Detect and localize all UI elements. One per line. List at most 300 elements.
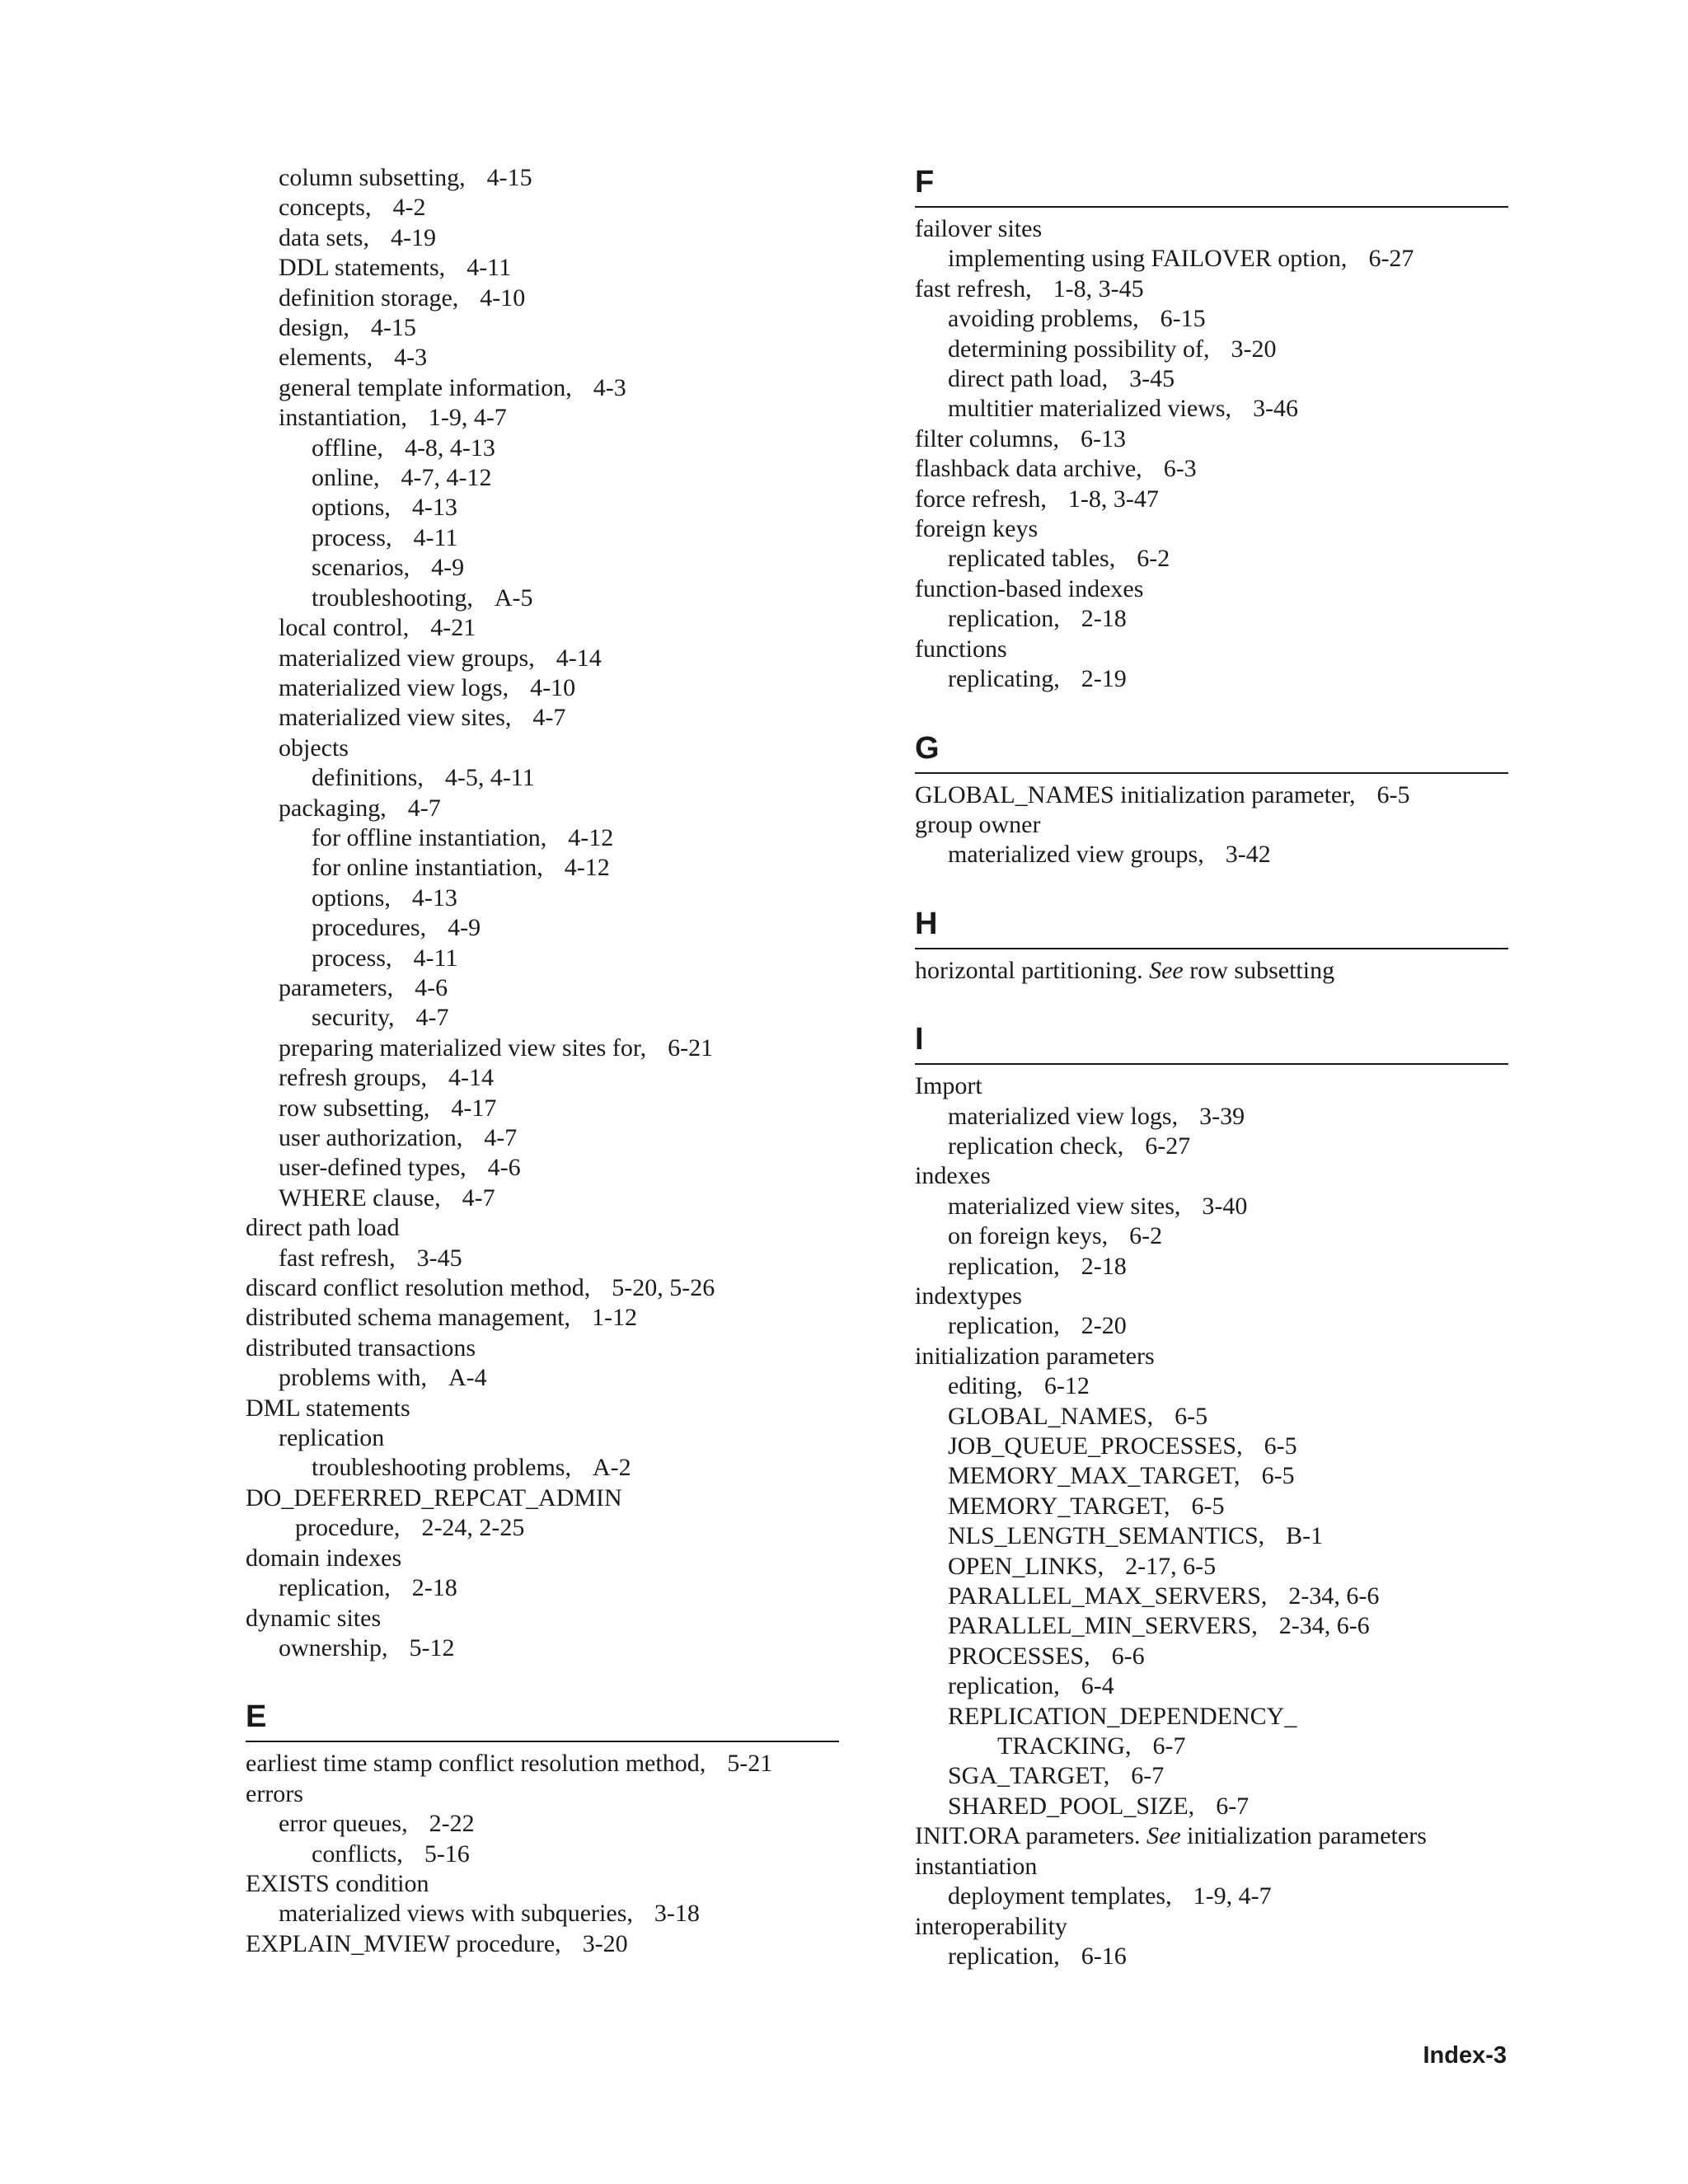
index-term: replication, <box>948 1252 1060 1280</box>
index-term: replication, <box>279 1574 391 1602</box>
page-reference: 4-6 <box>487 1154 521 1182</box>
index-entry <box>246 1840 839 1869</box>
page-reference: 2-17, 6-5 <box>1125 1552 1217 1580</box>
index-term: NLS_LENGTH_SEMANTICS, <box>948 1522 1265 1550</box>
index-term: indextypes <box>915 1282 1022 1310</box>
index-term: GLOBAL_NAMES initialization parameter, <box>915 780 1356 808</box>
page-reference: 4-17 <box>451 1094 497 1122</box>
index-entry <box>915 635 1508 664</box>
page-reference: 4-15 <box>370 314 416 342</box>
index-term: EXPLAIN_MVIEW procedure, <box>246 1929 561 1957</box>
index-term: procedures, <box>312 914 427 942</box>
page-reference: 6-5 <box>1191 1492 1225 1520</box>
index-term: group owner <box>915 810 1041 838</box>
index-entry <box>915 1912 1508 1942</box>
index-term: SHARED_POOL_SIZE, <box>948 1792 1195 1820</box>
index-term: for offline instantiation, <box>312 823 547 851</box>
index-entry <box>246 1033 839 1063</box>
page-reference: 4-12 <box>564 854 610 882</box>
index-entry <box>915 394 1508 424</box>
index-entry <box>246 1573 839 1603</box>
page-reference: 1-8, 3-47 <box>1067 485 1159 513</box>
index-entry <box>246 1363 839 1393</box>
index-term: filter columns, <box>915 424 1059 452</box>
index-term: fast refresh, <box>279 1244 396 1272</box>
page-reference: 4-10 <box>480 284 526 312</box>
index-entry <box>246 463 839 493</box>
index-entry <box>915 956 1508 986</box>
page-reference: 3-18 <box>654 1900 700 1928</box>
page-reference: 1-8, 3-45 <box>1053 274 1144 302</box>
index-entry <box>246 733 839 763</box>
page-reference: 6-7 <box>1131 1762 1165 1790</box>
index-term: materialized view sites, <box>279 704 512 732</box>
index-term: user authorization, <box>279 1124 463 1151</box>
index-entry <box>246 193 839 223</box>
index-entry <box>246 1779 839 1809</box>
index-term: data sets, <box>279 223 369 251</box>
index-entry <box>915 1282 1508 1311</box>
index-term: errors <box>246 1779 303 1807</box>
page-reference: 2-34, 6-6 <box>1278 1612 1370 1640</box>
index-entry <box>915 1102 1508 1132</box>
section-heading: H <box>915 905 1508 949</box>
page-footer-label: Index-3 <box>1423 2042 1507 2069</box>
index-term: troubleshooting problems, <box>312 1454 571 1482</box>
index-entry <box>915 424 1508 454</box>
index-entry <box>915 1821 1508 1851</box>
page-reference: 2-18 <box>1081 605 1127 633</box>
page-reference: 6-5 <box>1376 780 1410 808</box>
index-entry <box>915 454 1508 484</box>
index-term: deployment templates, <box>948 1882 1172 1910</box>
index-entry <box>246 1899 839 1929</box>
index-term: replication, <box>948 1942 1060 1970</box>
page-reference: 2-24, 2-25 <box>421 1514 525 1542</box>
page-reference: 4-14 <box>556 644 602 672</box>
index-term: determining possibility of, <box>948 335 1210 363</box>
index-term: materialized view groups, <box>279 644 535 672</box>
index-term: materialized view sites, <box>948 1192 1181 1220</box>
index-term: general template information, <box>279 373 572 401</box>
index-entry <box>246 1869 839 1899</box>
index-term: avoiding problems, <box>948 305 1139 333</box>
index-term: parameters, <box>279 973 394 1001</box>
index-term: TRACKING, <box>997 1732 1132 1760</box>
page-reference: 2-20 <box>1081 1312 1127 1340</box>
page-reference: 4-11 <box>413 944 458 972</box>
index-entry <box>246 913 839 943</box>
page-reference: 4-11 <box>467 254 512 282</box>
page-reference: 5-20, 5-26 <box>612 1274 715 1302</box>
page-reference: 3-45 <box>416 1244 462 1272</box>
page-reference: 4-5, 4-11 <box>444 764 535 792</box>
index-entry <box>246 1483 839 1513</box>
index-term: process, <box>312 523 392 551</box>
see-reference: See <box>1149 956 1184 984</box>
index-term: functions <box>915 635 1007 663</box>
page-reference: 2-22 <box>429 1810 475 1838</box>
index-entry <box>915 1192 1508 1221</box>
index-entry <box>915 664 1508 694</box>
page-reference: 4-9 <box>431 554 465 582</box>
index-term: online, <box>312 464 380 492</box>
index-entry <box>246 583 839 613</box>
index-entry <box>246 883 839 913</box>
page-reference: 4-21 <box>430 614 476 642</box>
index-term: instantiation, <box>279 404 407 432</box>
index-term: materialized view groups, <box>948 841 1204 869</box>
section-heading: G <box>915 729 1508 774</box>
page-reference: 6-2 <box>1129 1222 1163 1250</box>
index-entry <box>246 1513 839 1543</box>
index-entry <box>246 1333 839 1363</box>
index-term: DO_DEFERRED_REPCAT_ADMIN <box>246 1483 622 1511</box>
index-term: JOB_QUEUE_PROCESSES, <box>948 1432 1243 1460</box>
index-term: offline, <box>312 434 383 462</box>
index-entry <box>246 1244 839 1273</box>
page-reference: 6-21 <box>668 1033 714 1062</box>
index-term: replication, <box>948 1672 1060 1700</box>
index-term: GLOBAL_NAMES, <box>948 1402 1154 1430</box>
index-entry <box>246 1749 839 1779</box>
page-reference: 6-6 <box>1111 1642 1145 1670</box>
index-term: troubleshooting, <box>312 583 473 612</box>
index-entry <box>246 1604 839 1633</box>
index-entry <box>246 673 839 703</box>
index-entry <box>246 823 839 853</box>
index-term: process, <box>312 944 392 972</box>
index-term: domain indexes <box>246 1544 402 1572</box>
page-reference: 6-5 <box>1261 1462 1295 1490</box>
index-entry <box>915 1371 1508 1401</box>
page-reference: 6-5 <box>1264 1432 1297 1460</box>
index-term: direct path load <box>246 1214 400 1242</box>
page-reference: 1-9, 4-7 <box>1193 1882 1272 1910</box>
index-term: Import <box>915 1072 982 1100</box>
index-entry <box>246 1929 839 1959</box>
index-term: function-based indexes <box>915 574 1144 602</box>
index-term: fast refresh, <box>915 274 1032 302</box>
page-reference: A-5 <box>494 583 533 612</box>
index-entry <box>246 1183 839 1213</box>
index-entry <box>246 703 839 733</box>
index-term: indexes <box>915 1162 991 1190</box>
index-term: force refresh, <box>915 485 1047 513</box>
index-entry <box>915 1492 1508 1521</box>
index-term: replicating, <box>948 665 1060 693</box>
page-reference: 4-8, 4-13 <box>404 434 495 462</box>
page-reference: 3-39 <box>1199 1102 1245 1130</box>
page-reference: 4-14 <box>448 1064 494 1092</box>
section-heading: I <box>915 1020 1508 1065</box>
index-term: instantiation <box>915 1852 1038 1880</box>
index-entry <box>915 1221 1508 1251</box>
page-reference: 6-27 <box>1145 1132 1191 1160</box>
index-entry <box>915 810 1508 840</box>
index-term: security, <box>312 1004 395 1032</box>
index-entry <box>246 163 839 193</box>
index-column-left <box>246 163 839 1959</box>
page-reference: 3-20 <box>1231 335 1277 363</box>
index-term: discard conflict resolution method, <box>246 1274 591 1302</box>
index-entry <box>915 840 1508 869</box>
index-term: REPLICATION_DEPENDENCY_ <box>948 1702 1297 1730</box>
index-entry <box>915 1882 1508 1911</box>
see-reference: See <box>1146 1822 1181 1850</box>
page-reference: 5-21 <box>727 1750 773 1778</box>
index-entry <box>915 1671 1508 1701</box>
index-entry <box>915 274 1508 304</box>
page-reference: 4-7 <box>532 704 566 732</box>
page-reference: B-1 <box>1286 1522 1324 1550</box>
page-reference: 4-3 <box>394 344 428 372</box>
index-term: user-defined types, <box>279 1154 467 1182</box>
index-term: packaging, <box>279 794 387 822</box>
index-term: editing, <box>948 1372 1023 1400</box>
index-term: concepts, <box>279 194 372 222</box>
page-reference: 3-45 <box>1129 365 1175 393</box>
index-term: objects <box>279 733 349 762</box>
index-term: procedure, <box>295 1514 401 1542</box>
index-term: column subsetting, <box>279 164 466 191</box>
index-term: flashback data archive, <box>915 455 1142 483</box>
index-entry <box>915 1071 1508 1101</box>
index-entry <box>915 1942 1508 1971</box>
index-term: preparing materialized view sites for, <box>279 1033 647 1062</box>
index-entry <box>246 1453 839 1483</box>
index-entry <box>246 1303 839 1333</box>
index-entry <box>246 853 839 883</box>
index-entry <box>915 485 1508 514</box>
index-term: MEMORY_TARGET, <box>948 1492 1170 1520</box>
page-reference: 4-19 <box>390 223 436 251</box>
page-reference: 6-16 <box>1081 1942 1127 1970</box>
index-entry <box>915 544 1508 574</box>
index-term: materialized view logs, <box>279 673 509 701</box>
page-reference: 5-12 <box>409 1633 455 1661</box>
index-entry <box>915 1521 1508 1551</box>
index-term: refresh groups, <box>279 1064 427 1092</box>
page-reference: 4-13 <box>411 494 457 522</box>
index-entry <box>246 493 839 523</box>
index-entry <box>246 1213 839 1243</box>
index-term: PARALLEL_MAX_SERVERS, <box>948 1582 1268 1610</box>
index-term: for online instantiation, <box>312 854 543 882</box>
index-term: interoperability <box>915 1912 1067 1940</box>
index-entry <box>246 253 839 283</box>
index-entry <box>246 523 839 553</box>
index-entry <box>246 1094 839 1123</box>
see-target: row subsetting <box>1189 956 1335 984</box>
page-reference: 4-9 <box>448 914 481 942</box>
page-reference: 3-42 <box>1225 841 1271 869</box>
index-entry <box>915 214 1508 244</box>
index-entry <box>246 1063 839 1093</box>
index-term: error queues, <box>279 1810 408 1838</box>
index-entry <box>246 1633 839 1663</box>
section-heading: F <box>915 163 1508 208</box>
page-reference: 4-15 <box>486 164 532 191</box>
page-reference: 4-7, 4-12 <box>401 464 492 492</box>
page-reference: A-4 <box>448 1364 487 1392</box>
index-term: DDL statements, <box>279 254 446 282</box>
index-entry <box>915 244 1508 274</box>
index-entry <box>246 284 839 313</box>
index-entry <box>246 613 839 643</box>
page-reference: 2-34, 6-6 <box>1288 1582 1380 1610</box>
index-term: replication check, <box>948 1132 1124 1160</box>
page-reference: 3-40 <box>1202 1192 1248 1220</box>
page-reference: 1-12 <box>592 1304 638 1332</box>
page-reference: 6-2 <box>1137 545 1170 573</box>
page-reference: 6-12 <box>1043 1372 1090 1400</box>
page-reference: 4-6 <box>415 973 448 1001</box>
page-reference: 6-5 <box>1175 1402 1208 1430</box>
index-entry <box>915 1702 1508 1732</box>
index-entry <box>246 403 839 433</box>
index-term: initialization parameters <box>915 1342 1155 1370</box>
index-column-right <box>915 163 1508 1971</box>
page-reference: 3-20 <box>582 1929 628 1957</box>
index-entry <box>915 1792 1508 1821</box>
index-entry <box>915 1642 1508 1671</box>
index-term: local control, <box>279 614 410 642</box>
page-reference: 6-7 <box>1152 1732 1186 1760</box>
page-reference: 1-9, 4-7 <box>428 404 507 432</box>
index-term: options, <box>312 494 391 522</box>
index-term: earliest time stamp conflict resolution method, <box>246 1750 706 1778</box>
see-target: initialization parameters <box>1187 1822 1427 1850</box>
index-entry <box>246 1809 839 1839</box>
index-term: DML statements <box>246 1394 410 1422</box>
index-entry <box>246 1273 839 1303</box>
index-entry <box>915 1252 1508 1282</box>
index-term: foreign keys <box>915 515 1039 543</box>
index-term: materialized view logs, <box>948 1102 1179 1130</box>
index-entry <box>915 1732 1508 1761</box>
page-reference: 4-7 <box>415 1004 449 1032</box>
index-entry <box>915 780 1508 810</box>
index-entry <box>915 1761 1508 1791</box>
index-entry <box>246 373 839 403</box>
index-term: replication, <box>948 1312 1060 1340</box>
section-heading: E <box>246 1698 839 1742</box>
index-entry <box>246 553 839 583</box>
index-entry <box>246 1544 839 1573</box>
index-term: MEMORY_MAX_TARGET, <box>948 1462 1240 1490</box>
page-reference: 6-27 <box>1368 245 1414 273</box>
page-reference: 4-3 <box>593 373 626 401</box>
page-reference: 4-10 <box>530 673 576 701</box>
page-reference: 4-11 <box>413 523 458 551</box>
page-reference: 4-7 <box>407 794 441 822</box>
page-reference: 6-4 <box>1081 1672 1114 1700</box>
index-term: WHERE clause, <box>279 1183 441 1212</box>
page-reference: 2-18 <box>1081 1252 1127 1280</box>
page-reference: 4-13 <box>411 883 457 912</box>
index-term: problems with, <box>279 1364 427 1392</box>
index-term: definitions, <box>312 764 424 792</box>
index-entry <box>246 794 839 823</box>
index-entry <box>246 343 839 373</box>
index-entry <box>246 223 839 253</box>
index-term: definition storage, <box>279 284 459 312</box>
index-term: scenarios, <box>312 554 410 582</box>
index-term: OPEN_LINKS, <box>948 1552 1104 1580</box>
page-reference: 2-18 <box>411 1574 457 1602</box>
index-entry <box>246 313 839 343</box>
index-entry <box>915 1552 1508 1582</box>
index-entry <box>915 1311 1508 1341</box>
index-term: conflicts, <box>312 1840 403 1868</box>
page-reference: 5-16 <box>424 1840 470 1868</box>
index-entry <box>915 514 1508 544</box>
index-entry <box>915 604 1508 634</box>
index-entry <box>915 1611 1508 1641</box>
index-entry <box>915 1402 1508 1432</box>
page-reference: 4-2 <box>392 194 426 222</box>
index-term: EXISTS condition <box>246 1869 429 1897</box>
index-term: SGA_TARGET, <box>948 1762 1110 1790</box>
index-term: direct path load, <box>948 365 1109 393</box>
index-term: distributed transactions <box>246 1333 476 1361</box>
index-term: INIT.ORA parameters. <box>915 1822 1141 1850</box>
page-reference: 6-13 <box>1080 424 1126 452</box>
index-entry <box>915 574 1508 604</box>
page-reference: A-2 <box>592 1454 631 1482</box>
index-term: materialized views with subqueries, <box>279 1900 633 1928</box>
index-term: row subsetting, <box>279 1094 430 1122</box>
index-entry <box>246 434 839 463</box>
page-reference: 2-19 <box>1081 665 1127 693</box>
page-reference: 6-3 <box>1163 455 1197 483</box>
index-term: replication <box>279 1424 385 1452</box>
index-term: elements, <box>279 344 373 372</box>
index-term: PROCESSES, <box>948 1642 1090 1670</box>
index-entry <box>246 763 839 793</box>
index-entry <box>915 364 1508 394</box>
index-term: distributed schema management, <box>246 1304 571 1332</box>
index-term: on foreign keys, <box>948 1222 1109 1250</box>
index-entry <box>246 644 839 673</box>
index-term: failover sites <box>915 215 1043 242</box>
page-reference: 4-12 <box>568 823 614 851</box>
index-entry <box>246 1423 839 1453</box>
index-entry <box>246 1003 839 1033</box>
index-entry <box>246 1123 839 1153</box>
index-term: ownership, <box>279 1633 388 1661</box>
page-reference: 4-7 <box>484 1124 518 1151</box>
page-reference: 6-7 <box>1216 1792 1250 1820</box>
index-entry <box>915 1461 1508 1491</box>
index-entry <box>915 304 1508 334</box>
index-term: options, <box>312 883 391 912</box>
index-entry <box>246 973 839 1003</box>
index-term: PARALLEL_MIN_SERVERS, <box>948 1612 1258 1640</box>
index-term: design, <box>279 314 349 342</box>
index-entry <box>915 1432 1508 1461</box>
index-entry <box>246 1394 839 1423</box>
index-term: implementing using FAILOVER option, <box>948 245 1348 273</box>
index-term: replication, <box>948 605 1060 633</box>
index-entry <box>915 1852 1508 1882</box>
index-term: horizontal partitioning. <box>915 956 1143 984</box>
page-reference: 3-46 <box>1253 395 1299 423</box>
page-reference: 4-7 <box>462 1183 495 1212</box>
index-entry <box>915 1132 1508 1161</box>
index-term: replicated tables, <box>948 545 1116 573</box>
